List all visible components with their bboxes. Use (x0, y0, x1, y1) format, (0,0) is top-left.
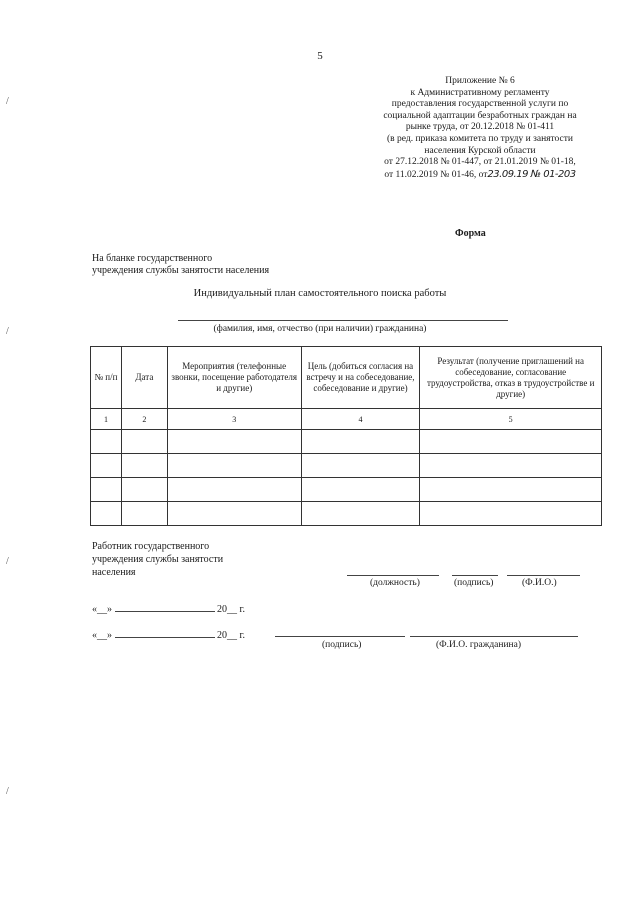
citizen-fio-line[interactable] (410, 636, 578, 637)
document-title: Индивидуальный план самостоятельного поиска работы (193, 288, 447, 299)
worker-signature-line[interactable] (452, 575, 498, 576)
citizen-signature-line[interactable] (275, 636, 405, 637)
appendix-printed-text: от 11.02.2019 № 01-46, от (384, 169, 488, 180)
fio-input-line[interactable] (178, 320, 508, 321)
caption-fio: (Ф.И.О.) (522, 578, 557, 588)
blank-note-line: На бланке государственного (92, 253, 213, 264)
table-cell[interactable] (91, 502, 122, 526)
date-line-2 (92, 627, 245, 641)
appendix-line: предоставления государственной услуги по (391, 99, 569, 110)
table-cell[interactable] (121, 502, 167, 526)
table-row (91, 478, 602, 502)
margin-mark: / (6, 326, 9, 337)
table-cell[interactable] (420, 430, 602, 454)
date-year: 20__ г. (217, 604, 245, 615)
table-cell[interactable] (121, 478, 167, 502)
table-cell[interactable] (301, 430, 420, 454)
table-row (91, 502, 602, 526)
worker-line: учреждения службы занятости (92, 554, 224, 565)
appendix-line: от 27.12.2018 № 01-447, от 21.01.2019 № 01-18, (384, 157, 576, 168)
margin-mark: / (6, 96, 9, 107)
table-header-row (91, 347, 602, 409)
worker-block (92, 540, 223, 579)
date-year: 20__ г. (217, 630, 245, 641)
table-cell[interactable] (301, 478, 420, 502)
appendix-line: Приложение № 6 (445, 76, 515, 86)
date-day: «__» (92, 604, 112, 615)
date-month-field[interactable] (115, 601, 215, 612)
header-cell-date: Дата (121, 347, 167, 409)
appendix-header (340, 76, 620, 181)
table-cell[interactable] (91, 478, 122, 502)
table-cell[interactable] (121, 454, 167, 478)
table-cell[interactable] (91, 430, 122, 454)
handwritten-amendment: 23.09.19 № 01-203 (487, 168, 576, 180)
appendix-line: рынке труда, от 20.12.2018 № 01-411 (405, 122, 555, 133)
table-cell[interactable] (91, 454, 122, 478)
table-cell[interactable] (301, 454, 420, 478)
worker-line: населения (92, 567, 136, 578)
column-number: 4 (301, 409, 420, 430)
appendix-line: населения Курской области (424, 145, 536, 156)
table-cell[interactable] (420, 478, 602, 502)
appendix-line: к Административному регламенту (410, 87, 550, 98)
appendix-line: социальной адаптации безработных граждан на (383, 110, 577, 121)
blank-note-line: учреждения службы занятости населения (92, 265, 270, 276)
column-number: 5 (420, 409, 602, 430)
caption-citizen-signature: (подпись) (322, 640, 362, 650)
caption-signature: (подпись) (454, 578, 494, 588)
table-cell[interactable] (167, 478, 301, 502)
margin-mark: / (6, 556, 9, 567)
table-cell[interactable] (301, 502, 420, 526)
column-number: 1 (91, 409, 122, 430)
header-cell-number: № п/п (91, 347, 122, 409)
form-label: Форма (455, 228, 486, 239)
caption-position: (должность) (370, 578, 420, 588)
column-number: 3 (167, 409, 301, 430)
fio-caption: (фамилия, имя, отчество (при наличии) гражданина) (213, 324, 427, 334)
header-cell-goal: Цель (добиться согласия на встречу и на собеседование, собеседование и другие) (301, 347, 420, 409)
column-number-row (91, 409, 602, 430)
table-cell[interactable] (167, 454, 301, 478)
table-row (91, 430, 602, 454)
caption-citizen-fio: (Ф.И.О. гражданина) (436, 640, 521, 650)
appendix-last-line (340, 169, 620, 182)
table-row (91, 454, 602, 478)
table-cell[interactable] (167, 430, 301, 454)
blank-note (92, 253, 269, 277)
appendix-line: (в ред. приказа комитета по труду и занятости (387, 133, 573, 144)
margin-mark: / (6, 786, 9, 797)
table-cell[interactable] (420, 454, 602, 478)
header-cell-result: Результат (получение приглашений на собеседование, согласование трудоустройства, отказ в трудоустройстве и другие) (420, 347, 602, 409)
page-number: 5 (317, 50, 323, 62)
header-cell-activities: Мероприятия (телефонные звонки, посещение работодателя и другие) (167, 347, 301, 409)
table-cell[interactable] (121, 430, 167, 454)
table-cell[interactable] (167, 502, 301, 526)
date-day: «__» (92, 630, 112, 641)
date-line-1 (92, 601, 245, 615)
worker-line: Работник государственного (92, 541, 210, 552)
table-cell[interactable] (420, 502, 602, 526)
date-month-field[interactable] (115, 627, 215, 638)
worker-fio-line[interactable] (507, 575, 580, 576)
plan-table (90, 346, 602, 526)
worker-position-line[interactable] (347, 575, 439, 576)
column-number: 2 (121, 409, 167, 430)
